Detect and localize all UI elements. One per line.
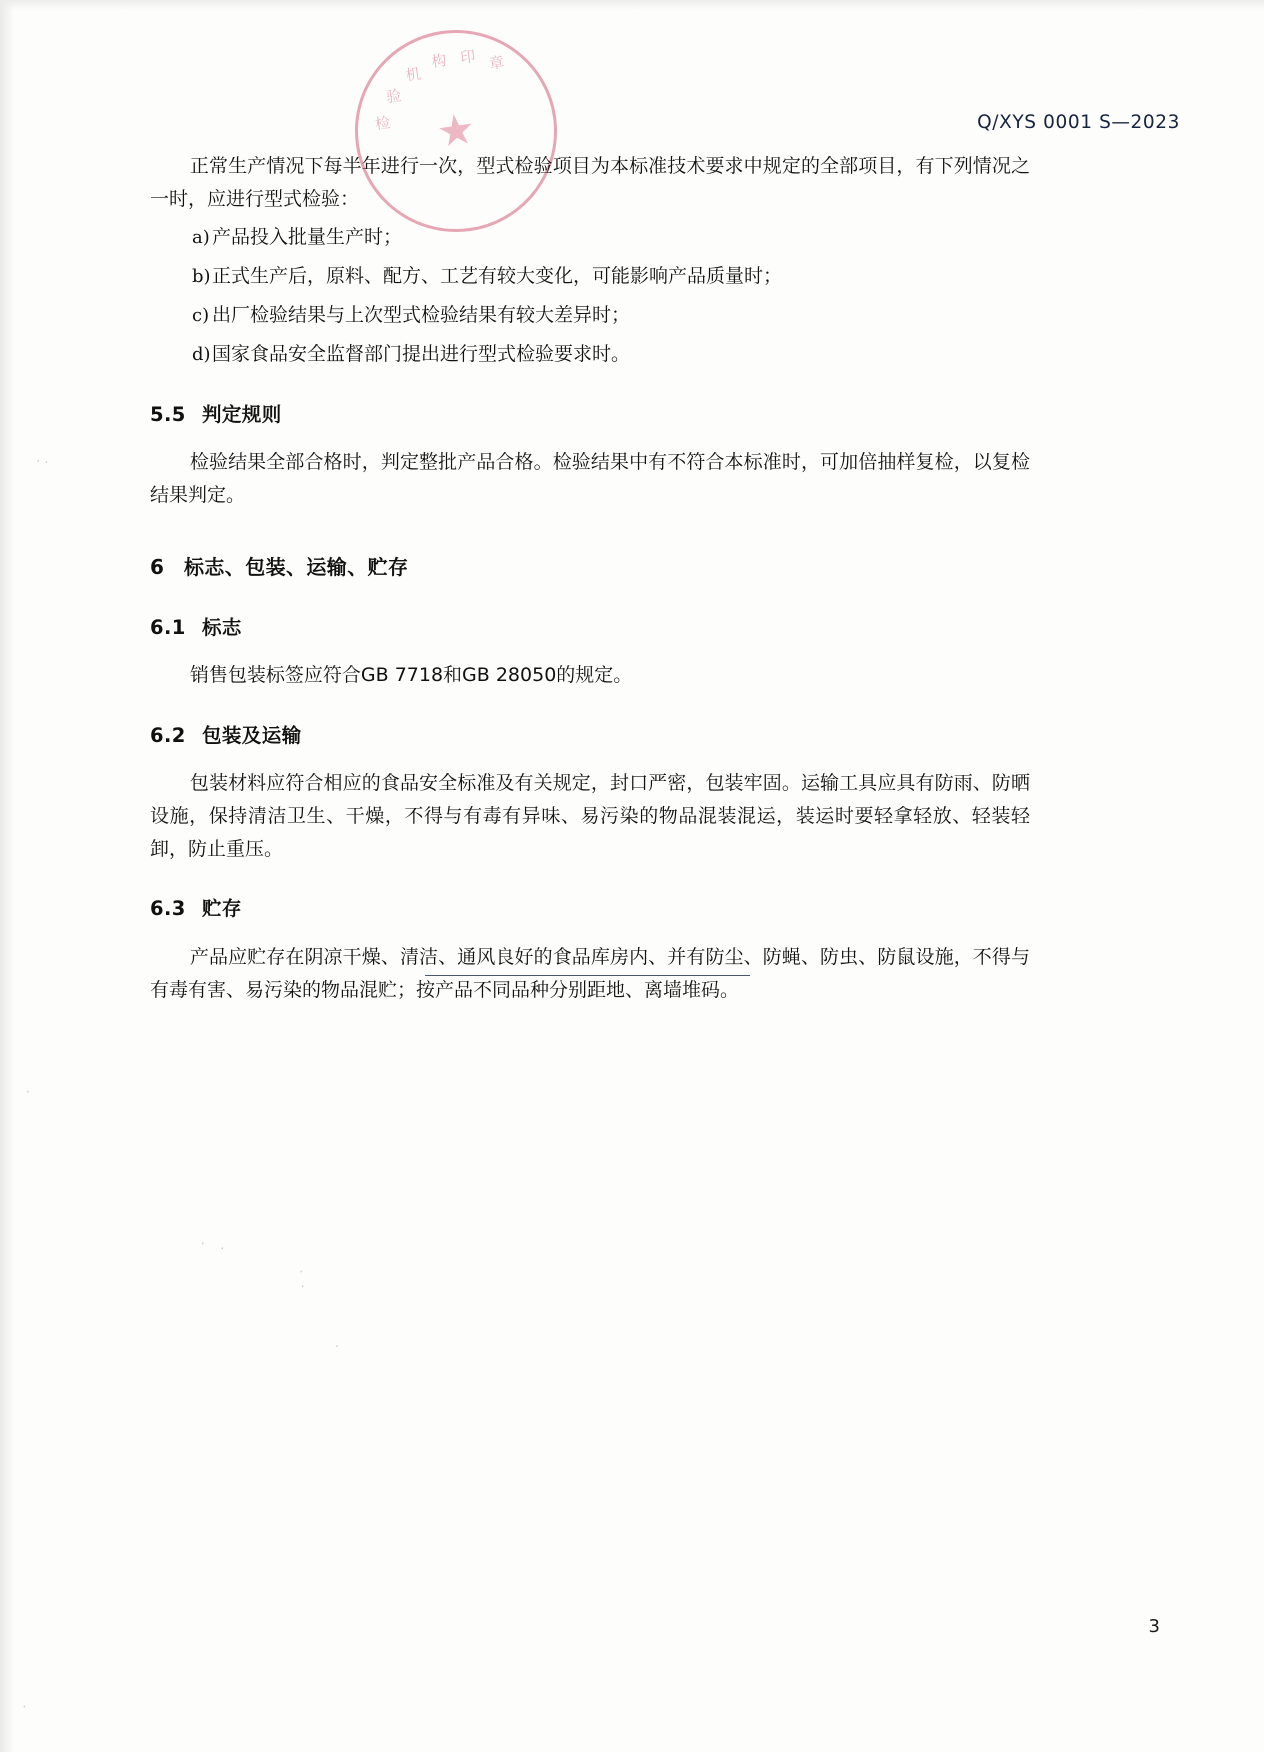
- section-heading: [150, 550, 1030, 585]
- list-item-text: 正式生产后，原料、配方、工艺有较大变化，可能影响产品质量时；: [212, 264, 783, 287]
- condition-list: [150, 221, 1030, 372]
- section-heading: [150, 719, 1030, 753]
- list-item-text: 国家食品安全监督部门提出进行型式检验要求时。: [212, 343, 631, 366]
- list-item-marker: c): [192, 305, 210, 326]
- section-title: 包装及运输: [202, 723, 302, 747]
- document-body: [150, 150, 1030, 1011]
- section-number: 6.2: [150, 723, 186, 747]
- section-title: 标志、包装、运输、贮存: [184, 555, 409, 580]
- list-item-text: 出厂检验结果与上次型式检验结果有较大差异时；: [212, 304, 631, 326]
- list-item: [150, 260, 1030, 293]
- section-heading: [150, 892, 1030, 926]
- scan-edge-top: [0, 0, 1264, 10]
- section-5-5: [150, 398, 1030, 513]
- section-6: [150, 550, 1030, 585]
- end-of-document-rule: [425, 975, 750, 976]
- list-item-marker: a): [192, 226, 210, 248]
- section-number: 6: [150, 555, 165, 580]
- section-heading: [150, 398, 1030, 432]
- document-header-code: Q/XYS 0001 S—2023: [977, 112, 1180, 133]
- section-6-1: [150, 611, 1030, 692]
- section-body: 包装材料应符合相应的食品安全标准及有关规定，封口严密，包装牢固。运输工具应具有防雨、防晒设施，保持清洁卫生、干燥，不得与有毒有异味、易污染的物品混装混运，装运时要轻拿轻放、轻装轻卸，防止重压。: [150, 771, 1030, 861]
- section-number: 6.3: [150, 897, 186, 921]
- list-item-text: 产品投入批量生产时；: [212, 225, 403, 248]
- list-item: [150, 338, 1030, 371]
- scan-artifact: ·: [24, 1084, 32, 1101]
- list-item-marker: b): [192, 265, 211, 287]
- scan-artifact: · ·: [198, 1236, 232, 1259]
- scan-artifact: ·: [335, 1340, 340, 1355]
- intro-paragraph: 正常生产情况下每半年进行一次，型式检验项目为本标准技术要求中规定的全部项目，有下列情况之一时，应进行型式检验：: [150, 155, 1030, 211]
- section-title: 判定规则: [202, 402, 282, 426]
- section-6-2: [150, 719, 1030, 867]
- list-item: [150, 221, 1030, 254]
- section-body: 检验结果全部合格时，判定整批产品合格。检验结果中有不符合本标准时，可加倍抽样复检，以复检结果判定。: [150, 450, 1030, 506]
- section-number: 5.5: [150, 402, 186, 426]
- section-title: 贮存: [202, 897, 242, 921]
- page-number: 3: [1148, 1616, 1160, 1637]
- scan-artifact: · ·: [298, 1264, 306, 1296]
- section-body: 产品应贮存在阴凉干燥、清洁、通风良好的食品库房内、并有防尘、防蝇、防虫、防鼠设施，不得与有毒有害、易污染的物品混贮；按产品不同品种分别距地、离墙堆码。: [150, 945, 1030, 1001]
- section-body: 销售包装标签应符合GB 7718和GB 28050的规定。: [189, 664, 633, 687]
- section-number: 6.1: [150, 616, 186, 640]
- list-item-marker: d): [192, 344, 211, 366]
- list-item: [150, 299, 1030, 332]
- stamp-text: 检 验 机 构 印 章: [374, 46, 506, 134]
- scan-artifact: ·: [19, 1699, 29, 1716]
- section-6-3: [150, 892, 1030, 1007]
- section-title: 标志: [202, 616, 242, 640]
- scan-artifact: · ·: [35, 454, 50, 471]
- scan-edge-left: [0, 0, 14, 1752]
- section-heading: [150, 611, 1030, 645]
